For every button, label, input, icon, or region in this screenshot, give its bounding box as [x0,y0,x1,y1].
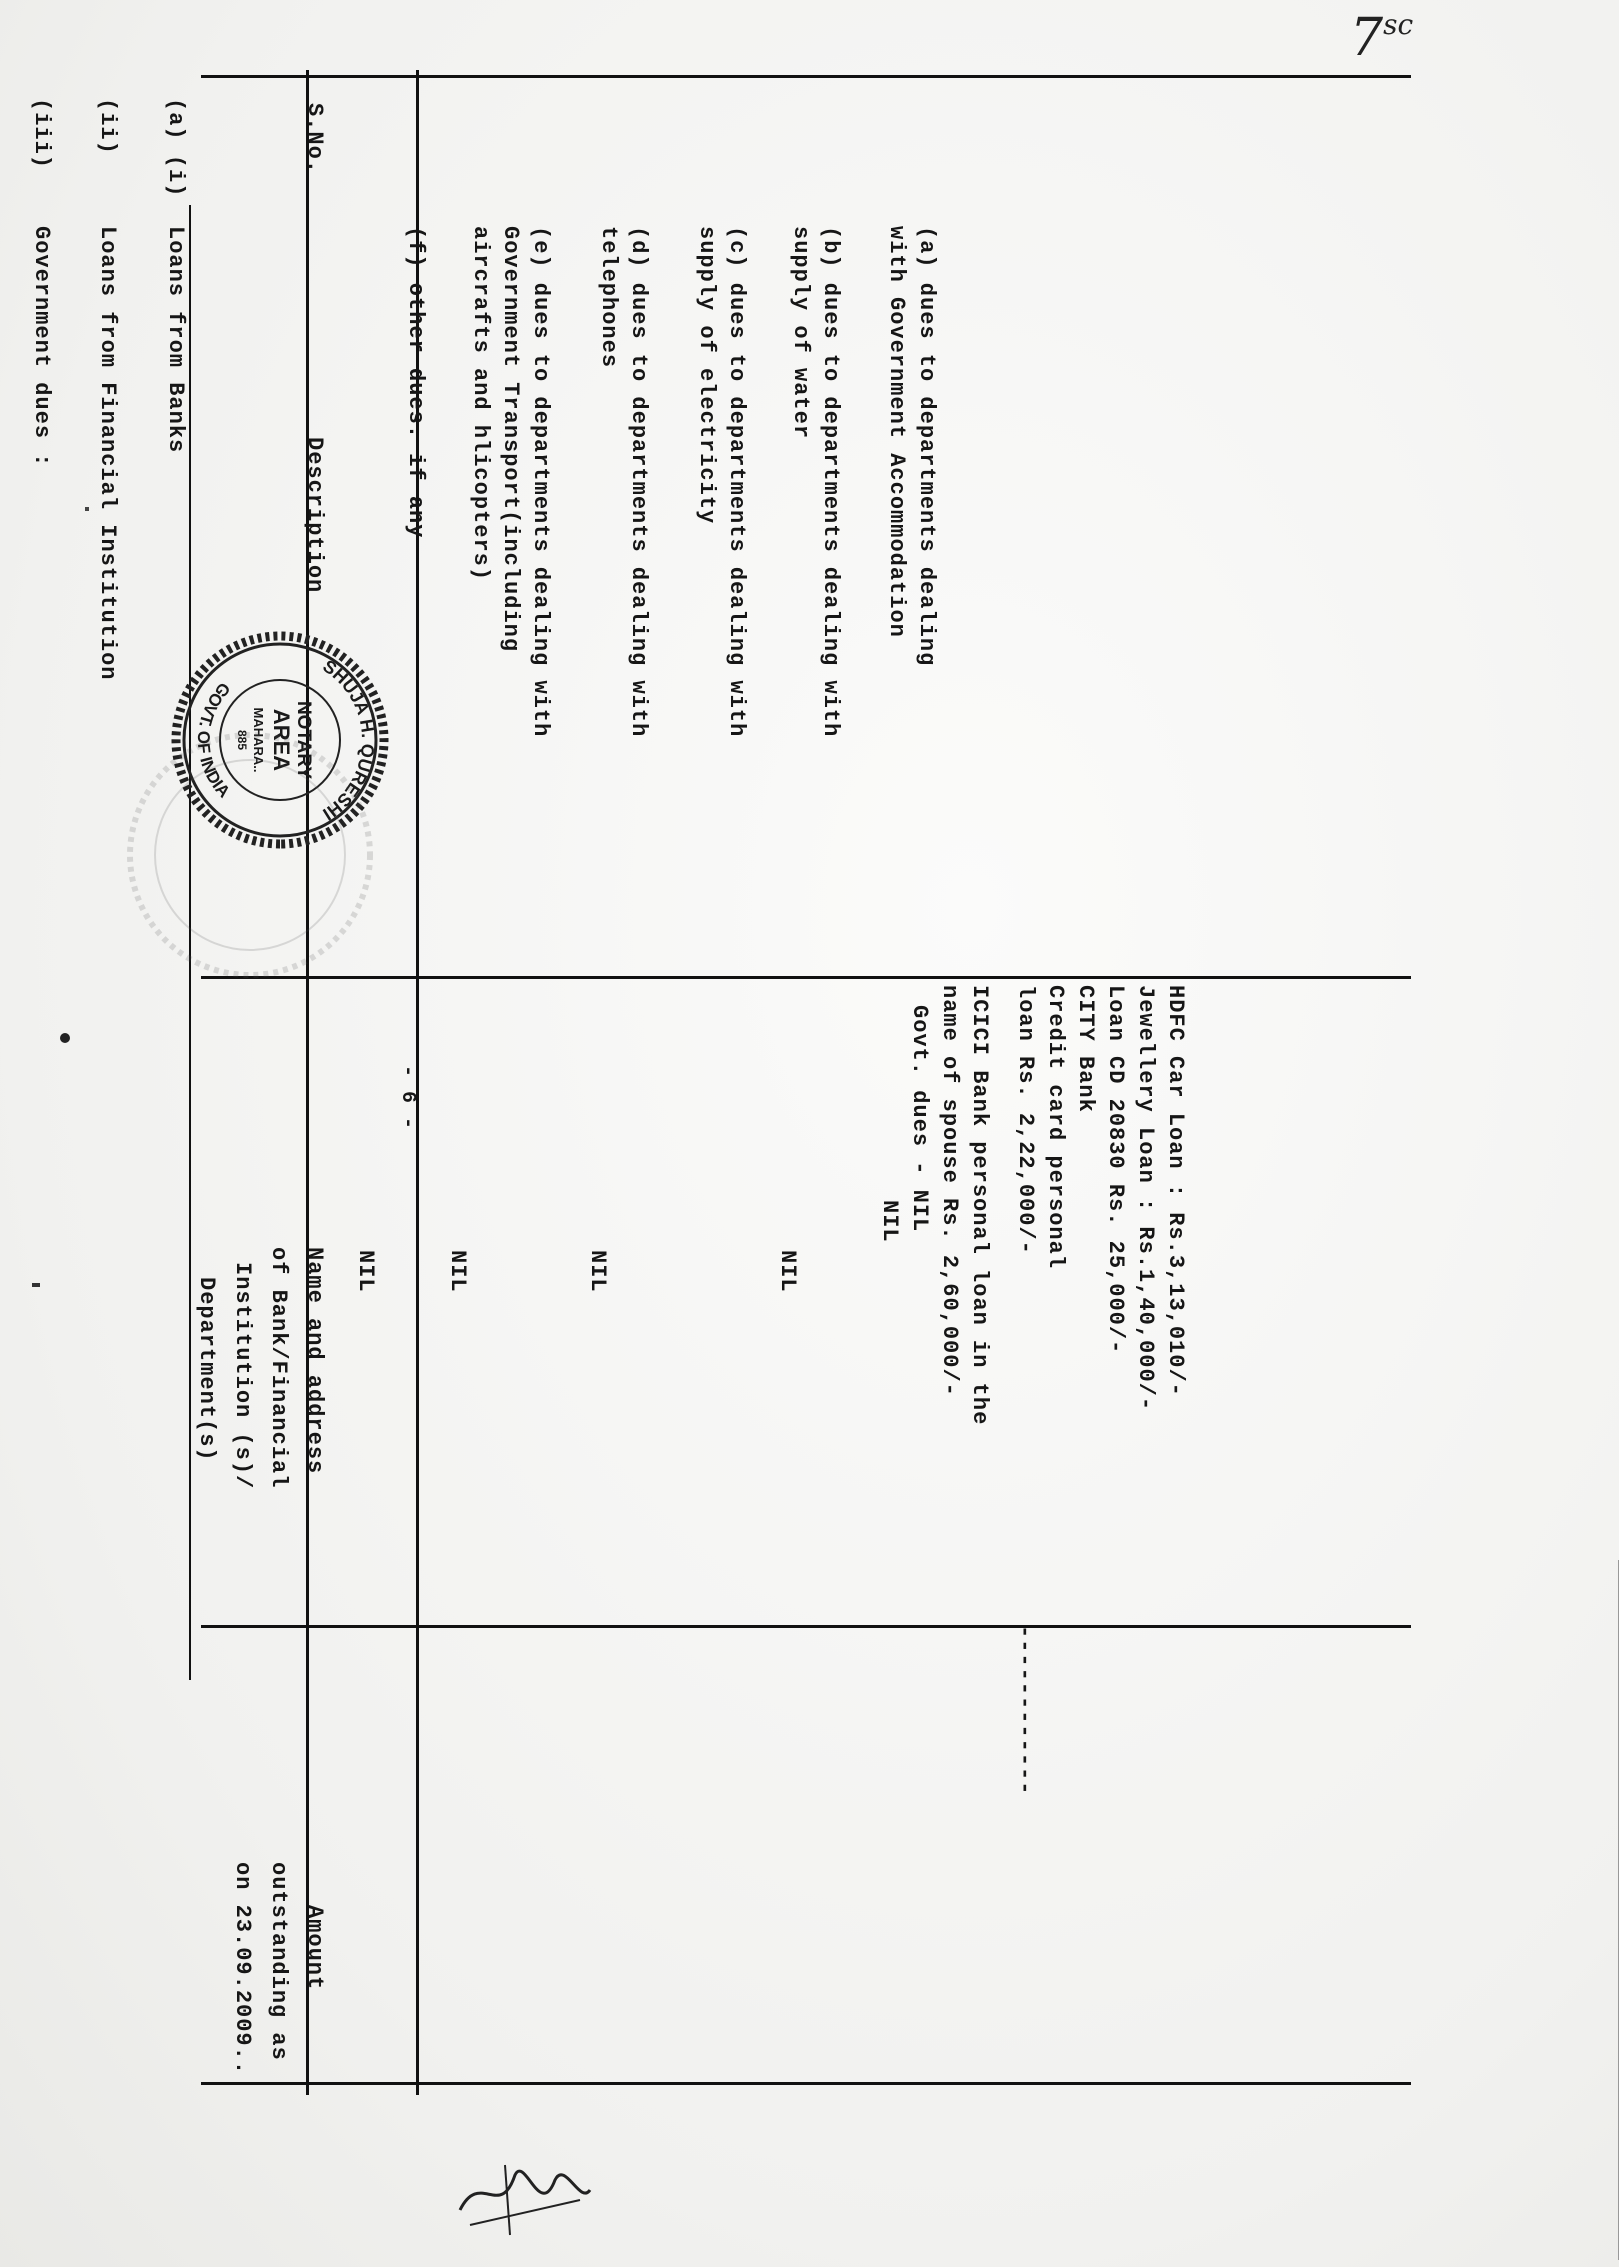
detail-nil-e: NIL [445,1250,470,1293]
page-mark-suffix: sc [1383,8,1414,41]
detail-line3: Loan CD 20830 Rs. 25,000/- [1103,985,1128,1355]
header-name-line2: of Bank/Financial [266,1247,291,1489]
detail-line5: Credit card personal [1043,985,1068,1270]
detail-nil-c: NIL [585,1250,610,1293]
desc-b-line1: (b) dues to departments dealing with [818,226,843,738]
desc-e-line3: aircrafts and hlicopters) [468,226,493,582]
desc-loans-banks: Loans from Banks [163,226,188,454]
ghost-seal [115,720,385,990]
sno-a-i: (a) (i) [163,98,188,198]
detail-line6: loan Rs. 2,22,000/- [1013,985,1038,1255]
desc-d-line1: (d) dues to departments dealing with [626,226,651,738]
header-description: Description [302,437,327,594]
desc-c-line1: (c) dues to departments dealing with [724,226,749,738]
desc-d-line2: telephones [596,226,621,369]
desc-e-line2: Government Transport(including [498,226,523,653]
stamp-text-bottom: GOVT. OF INDIA [193,678,234,802]
desc-loans-fi: Loans from Financial Institution [95,226,120,681]
stamp-text-center3: MAHARA.. [251,707,266,773]
stamp-text-center4: 885 [235,729,249,751]
header-amount-line1: Amount [302,1905,327,1991]
header-amount-line3: on 23.09.2009.. [230,1862,255,2076]
stamp-text-center1: NOTARY [293,700,314,780]
amount-dash: ------------ [1012,1625,1037,1796]
sno-iii: (iii) [29,98,54,170]
header-amount-line2: outstanding as [266,1862,291,2061]
header-name-line1: Name and address [302,1247,327,1475]
detail-nil-f: NIL [353,1250,378,1293]
desc-e-line1: (e) dues to departments dealing with [528,226,553,738]
header-name-line4: Department(s) [194,1277,219,1462]
sno-ii: (ii) [95,98,120,155]
detail-line10: NIL [877,1200,902,1243]
detail-line2: Jewellery Loan : Rs.1,40,000/- [1133,985,1158,1412]
header-sno: S.No. [302,103,327,175]
desc-b-line2: supply of water [788,226,813,440]
page-number: - 6 - [396,1065,419,1131]
detail-line7: ICICI Bank personal loan in the [967,985,992,1426]
detail-nil-a: NIL [775,1250,800,1293]
desc-c-line2: supply of electricity [694,226,719,525]
detail-line4: CITY Bank [1073,985,1098,1113]
stamp-text-top: SHUJA H. QURESHI [319,655,379,825]
detail-line1: HDFC Car Loan : Rs.3,13,010/- [1163,985,1188,1397]
desc-govt-dues: Government dues : [29,226,54,468]
header-name-line3: Institution (s)/ [230,1262,255,1490]
desc-a-line1: (a) dues to departments dealing [914,226,939,667]
page-mark: $7^{sc}$ [1350,8,1414,68]
desc-a-line2: with Government Accommodation [884,226,909,638]
desc-f-line1: (f) other dues. if any [403,226,428,539]
detail-line8: name of spouse Rs. 2,60,000/- [937,985,962,1397]
detail-line9: Govt. dues - NIL [907,1005,932,1233]
stamp-text-center2: AREA [269,708,294,772]
